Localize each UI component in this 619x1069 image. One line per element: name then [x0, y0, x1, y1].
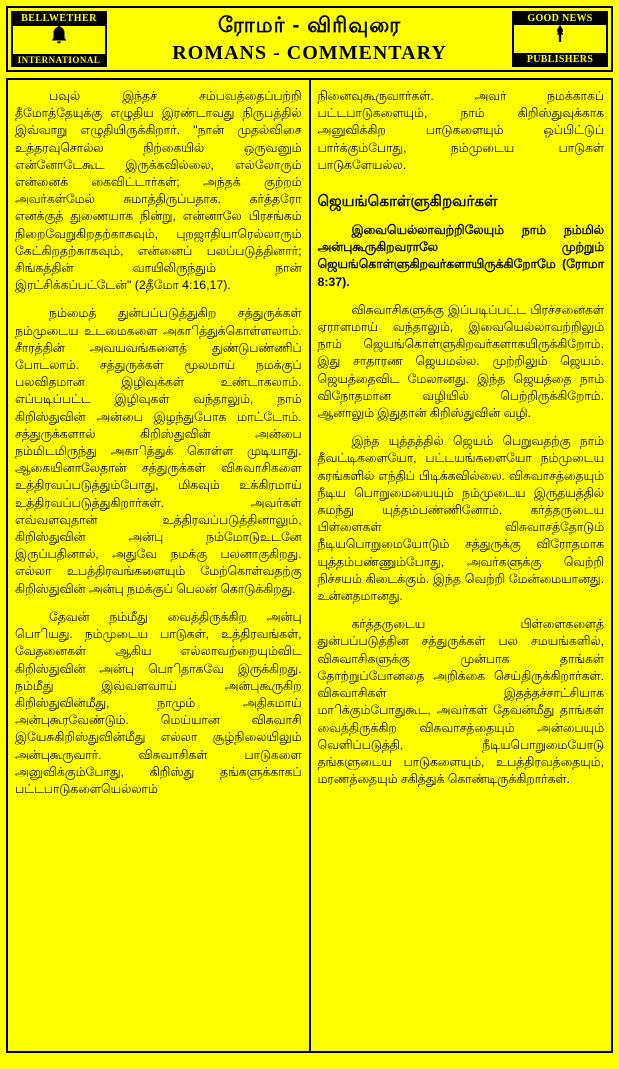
page-header — [6, 6, 613, 72]
header-title-block — [110, 8, 509, 70]
page-title-tamil: ரோமர் - விரிவுரை — [217, 14, 402, 37]
left-column — [8, 80, 309, 1051]
page-title-english: ROMANS - COMMENTARY — [172, 42, 447, 64]
bellwether-name-top: BELLWETHER — [13, 12, 105, 26]
bell-icon — [48, 26, 70, 44]
body-frame — [6, 78, 613, 1053]
paragraph: பவுல் இந்தச் சம்பவத்தைப்பற்றி தீமோத்தேயுக்கு எழுதிய இரண்டாவது நிருபத்தில் இவ்வாறு எழுதியிருக்கிறார். "நான் முதல்விசை உத்தரவுசொல்ல நிற்கையில் ஒருவனும் என்னோடேகூட இருக்கவில்லை, எல்லோரும் என்னைக் கைவிட்டார்கள்; அந்தக் குற்றம் அவர்கள்மேல் சுமாத்திருப்பதாக. கர்த்தரோ எனக்குத் துணையாக நின்று, என்னாலே பிரசங்கம் நிறைவேறுகிறதற்காகவும், புறஜாதியாரெல்லாரும் கேட்கிறதற்காகவும், என்னைப் பலப்படுத்தினார்; சிங்கத்தின் வாயிலிருந்தும் நான் இரட்சிக்கப்பட்டேன்" (2தீமோ 4:16,17). — [15, 89, 302, 293]
torch-icon — [550, 25, 570, 43]
good-news-name-top: GOOD NEWS — [514, 12, 606, 25]
paragraph: விசுவாசிகளுக்கு இப்படிப்பட்ட பிரச்சனைகள் ஏராளமாய் வந்தாலும், இவையெல்லாவற்றிலும் நாம் ஜெயங்கொள்ளுகிறவர்களாகயிருக்கிறோம். இது சாதாரண ஜெயமல்ல. முற்றிலும் ஜெயம். ஜெயத்தைவிட மேலானது. இந்த ஜெயத்தை நாம் விநோதமான வழியில் பெற்றிருக்கிறோம். ஆனாலும் இதுதான் கிறிஸ்துவின் வழி. — [317, 302, 604, 421]
paragraph: இந்த யுத்தத்தில் ஜெயம் பெறுவதற்கு நாம் தீவட்டிகளையோ, பட்டயங்களையோ நம்முடைய கரங்களில் எந்திப் பிடிக்கவில்லை. விசுவாசத்தையும் நீடிய பொறுமையையும் நம்முடைய இருதயத்தில் சுமந்து யுத்தம்பண்ணினோம். கர்த்தருடைய பிள்ளைகள் விசுவாசத்தோடும் நீடியபொறுமையோடும் சத்துருக்கு விரோதமாக யுத்தம்பண்ணும்போது, அவர்களுக்கு வெற்றி நிச்சயம் கிடைக்கும். இந்த வெற்றி மேன்மையானது. உன்னதமானது. — [317, 434, 604, 604]
scripture-verse: இவையெல்லாவற்றிலேயும் நாம் நம்மில் அன்புகூருகிறவராலே முற்றும் ஜெயங்கொள்ளுகிறவர்களாயிருக்கிறோமே (ரோமா 8:37). — [317, 223, 604, 289]
paragraph: நம்மைத் துன்பப்படுத்துகிற சத்துருக்கள் நம்முடைய உடமைகளை அகாித்துக்கொள்ளலாம். சாீரத்தின் அவயவங்களைத் துண்டுபண்ணிப் போடலாம். சத்துருக்கள் மூலமாய் நமக்குப் பலவிதமான இழிவுக்கள் உண்டாகலாம். எப்படிப்பட்ட இழிவுகள் வந்தாலும், நாம் கிறிஸ்துவின் அன்பை இழந்துபோக மாட்டோம். சத்துருக்களால் கிறிஸ்துவின் அன்பை நம்மிடமிருந்து அகாித்துக் கொள்ள முடியாது. ஆகையினாலேதான் சத்துருக்கள் விசுவாசிகளை உத்திரவப்படுத்தும்போது, மிகவும் உக்கிரமாய் உத்திரவப்படுத்துகிறார்கள். அவர்கள் எவ்வளவுதான் உத்திரவப்படுத்தினாலும், கிறிஸ்துவின் அன்பு நம்மோடுஉடனே இருப்பதினால், அதுவே நமக்கு பலனாகுகிறது. எல்லா உபத்திரவங்களையும் மேற்கொள்வதற்கு கிறிஸ்துவின் அன்பு நமக்குப் பெலன் கொடுக்கிறது. — [15, 306, 302, 596]
paragraph: நினைவுகூருவார்கள். அவர் நமக்காகப் பட்டபாடுகளையும், நாம் கிறிஸ்துவுக்காக அனுவிக்கிற பாடுகளையும் ஒப்பிட்டுப் பார்க்கும்போது, நம்முடைய பாடுகள் பாடுகளேயல்ல. — [317, 89, 604, 172]
bellwether-name-bottom: INTERNATIONAL — [13, 54, 105, 66]
paragraph: கர்த்தருடைய பிள்ளைகளைத் துன்பப்படுத்தின சத்துருக்கள் பல சமயங்களில், விசுவாசிகளுக்கு முன்பாக தாங்கள் தோற்றுப்போனதை அறிக்கை செய்திருக்கிறார்கள். விசுவாசிகள் இதத்தச்சாட்சியாக மாிக்கும்போதுகூட, அவர்கள் தேவன்மீது தாங்கள் வைத்திருக்கிற விசுவாசத்தையும் அன்பையும் வெளிப்படுத்தி, நீடியபொறுமையோடு தங்களுடைய பாடுகளையும், உபத்திரவத்தையும், மரணத்தையும் சகித்துக் கொண்டிருக்கிறார்கள். — [317, 617, 604, 787]
section-heading: ஜெயங்கொள்ளுகிறவர்கள் — [317, 193, 498, 211]
paragraph: தேவன் நம்மீது வைத்திருக்கிற அன்பு பொியது. நம்முடைய பாடுகள், உத்திரவங்கள், வேதனைகள் ஆகிய எல்லாவற்றையும்விட கிறிஸ்துவின் அன்பு பொிதாகவே இருக்கிறது. நம்மீது இவ்வளவாய் அன்புகூருகிற கிறிஸ்துவின்மீது, நாமும் அதிகமாய் அன்புகூரவேண்டும். மெய்யான விசுவாசி இயேசுகிறிஸ்துவின்மீது எல்லா சூழ்நிலையிலும் அன்புகூருவார். விசுவாசிகள் பாடுகளை அனுவிக்கும்போது, கிறிஸ்து தங்களுக்காகப் பட்டபாடுகளையெல்லாம் — [15, 609, 302, 796]
bellwether-international-logo — [11, 11, 107, 67]
good-news-publishers-logo — [512, 11, 608, 67]
right-column — [311, 80, 612, 1051]
good-news-name-bottom: PUBLISHERS — [514, 53, 606, 66]
